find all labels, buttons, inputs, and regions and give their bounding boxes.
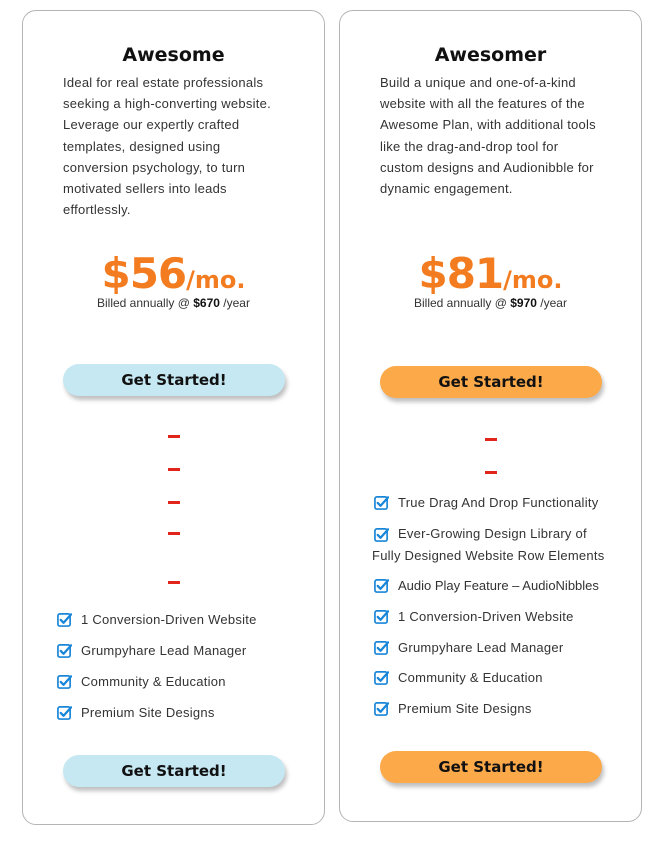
billing-prefix: Billed annually @	[414, 296, 507, 310]
feature-item	[57, 705, 215, 720]
pricing-card-awesome	[22, 10, 325, 825]
feature-item	[374, 640, 563, 655]
feature-item	[374, 670, 543, 685]
description-line: dynamic engagement.	[380, 181, 513, 197]
plan-title: Awesome	[122, 44, 225, 66]
get-started-button[interactable]: Get Started!	[380, 751, 602, 783]
not-included-dash	[168, 501, 180, 504]
checkbox-checked-icon	[374, 670, 389, 685]
billing-amount: $970	[510, 296, 537, 310]
checkbox-checked-icon	[57, 674, 72, 689]
checkbox-checked-icon	[374, 701, 389, 716]
not-included-dash	[485, 471, 497, 474]
checkbox-checked-icon	[57, 705, 72, 720]
checkbox-checked-icon	[374, 495, 389, 510]
feature-label: True Drag And Drop Functionality	[398, 495, 599, 510]
checkbox-checked-icon	[57, 612, 72, 627]
feature-label: Grumpyhare Lead Manager	[398, 640, 564, 655]
not-included-dash	[168, 581, 180, 584]
not-included-dash	[168, 532, 180, 535]
feature-label: Premium Site Designs	[398, 701, 532, 716]
billing-suffix: /year	[540, 296, 567, 310]
feature-label: 1 Conversion-Driven Website	[398, 609, 574, 624]
feature-label: Grumpyhare Lead Manager	[81, 643, 247, 658]
feature-label: Community & Education	[398, 670, 543, 685]
feature-label: Ever-Growing Design Library of	[398, 526, 587, 541]
price-amount: $81	[418, 249, 504, 298]
get-started-button[interactable]: Get Started!	[63, 364, 285, 396]
feature-item	[57, 674, 226, 689]
get-started-button[interactable]: Get Started!	[380, 366, 602, 398]
billing-note	[340, 296, 641, 310]
not-included-dash	[485, 438, 497, 441]
description-line: templates, designed using	[63, 138, 221, 154]
feature-item	[374, 523, 605, 567]
plan-description	[380, 72, 596, 199]
description-line: Ideal for real estate professionals	[63, 75, 264, 90]
feature-label: Fully Designed Website Row Elements	[372, 548, 605, 563]
price-amount: $56	[101, 249, 187, 298]
plan-title: Awesomer	[434, 44, 547, 66]
feature-item	[374, 578, 599, 593]
description-line: Build a unique and one-of-a-kind	[380, 75, 576, 90]
feature-item	[374, 495, 598, 510]
feature-item	[374, 701, 532, 716]
checkbox-checked-icon	[374, 578, 389, 593]
description-line: like the drag-and-drop tool for	[380, 138, 559, 154]
checkbox-checked-icon	[374, 640, 389, 655]
description-line: motivated sellers into leads	[63, 181, 227, 197]
checkbox-checked-icon	[374, 609, 389, 624]
price-period: /mo.	[186, 266, 246, 294]
description-line: website with all the features of the	[380, 96, 585, 112]
description-line: seeking a high-converting website.	[63, 96, 271, 112]
feature-item	[374, 609, 574, 624]
billing-note	[23, 296, 324, 310]
feature-item	[57, 643, 246, 658]
pricing-card-awesomer	[339, 10, 642, 822]
billing-prefix: Billed annually @	[97, 296, 190, 310]
get-started-button[interactable]: Get Started!	[63, 755, 285, 787]
checkbox-checked-icon	[374, 527, 389, 542]
feature-item	[57, 612, 257, 627]
checkbox-checked-icon	[57, 643, 72, 658]
billing-amount: $670	[193, 296, 220, 310]
description-line: Leverage our expertly crafted	[63, 117, 240, 133]
price	[23, 249, 324, 298]
description-line: effortlessly.	[63, 202, 131, 218]
billing-suffix: /year	[223, 296, 250, 310]
feature-label: Community & Education	[81, 674, 226, 689]
feature-label: Audio Play Feature – AudioNibbles	[398, 578, 599, 593]
feature-label: 1 Conversion-Driven Website	[81, 612, 257, 627]
plan-description	[63, 72, 271, 220]
price-period: /mo.	[503, 266, 563, 294]
description-line: custom designs and Audionibble for	[380, 159, 594, 175]
description-line: Awesome Plan, with additional tools	[380, 117, 596, 133]
description-line: conversion psychology, to turn	[63, 159, 246, 175]
not-included-dash	[168, 435, 180, 438]
not-included-dash	[168, 468, 180, 471]
price	[340, 249, 641, 298]
feature-label: Premium Site Designs	[81, 705, 215, 720]
